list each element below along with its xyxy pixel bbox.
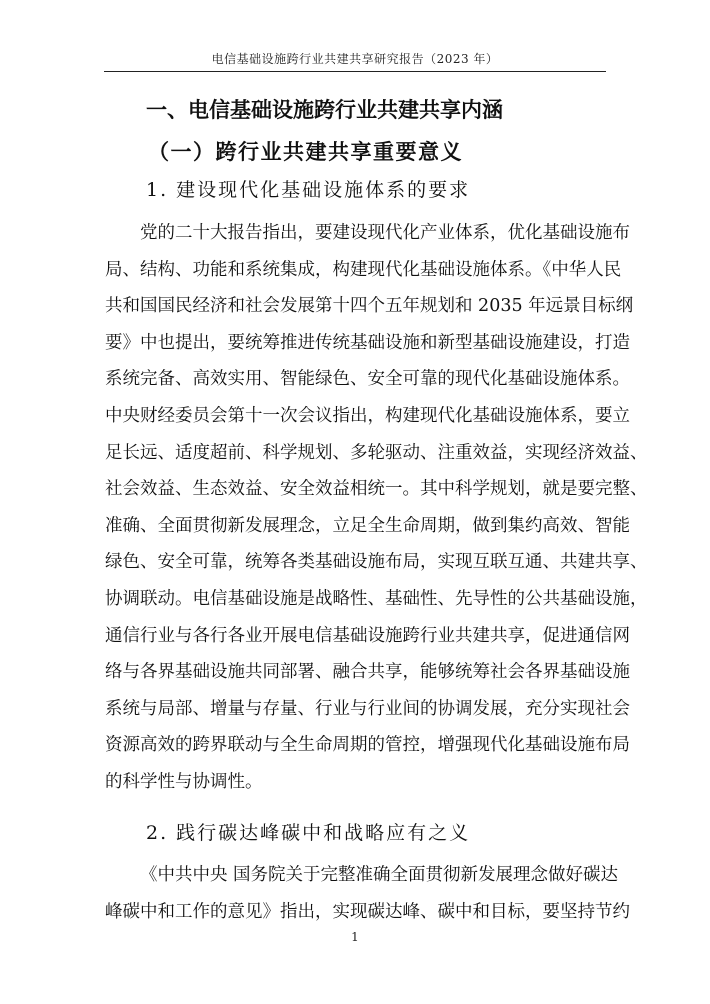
- paragraph-1: [105, 215, 648, 801]
- paragraph-line: 社会效益、生态效益、安全效益相统一。其中科学规划，就是要完整、: [105, 479, 648, 500]
- paragraph-line: 足长远、适度超前、科学规划、多轮驱动、注重效益，实现经济效益、: [105, 442, 648, 463]
- item-heading-2: 2. 践行碳达峰碳中和战略应有之义: [146, 822, 471, 844]
- item-heading-1: 1. 建设现代化基础设施体系的要求: [146, 179, 471, 201]
- paragraph-line: 《中共中央 国务院关于完整准确全面贯彻新发展理念做好碳达: [140, 865, 619, 885]
- paragraph-line: 准确、全面贯彻新发展理念，立足全生命周期，做到集约高效、智能: [105, 515, 630, 536]
- paragraph-line: 系统与局部、增量与存量、行业与行业间的协调发展，充分实现社会: [105, 698, 630, 719]
- running-header: 电信基础设施跨行业共建共享研究报告（2023 年）: [211, 52, 499, 66]
- section-heading: 一、电信基础设施跨行业共建共享内涵: [146, 98, 503, 122]
- page-number: 1: [351, 930, 359, 944]
- paragraph-line: 共和国国民经济和社会发展第十四个五年规划和 2035 年远景目标纲: [105, 296, 634, 317]
- paragraph-2: [105, 857, 630, 930]
- paragraph-line: 绿色、安全可靠，统筹各类基础设施布局，实现互联互通、共建共享、: [105, 552, 648, 573]
- paragraph-line: 党的二十大报告指出，要建设现代化产业体系，优化基础设施布: [140, 223, 630, 243]
- paragraph-line: 通信行业与各行各业开展电信基础设施跨行业共建共享，促进通信网: [105, 625, 630, 646]
- paragraph-line: 络与各界基础设施共同部署、融合共享，能够统筹社会各界基础设施: [105, 662, 630, 683]
- paragraph-line: 资源高效的跨界联动与全生命周期的管控，增强现代化基础设施布局: [105, 735, 630, 756]
- paragraph-line: 局、结构、功能和系统集成，构建现代化基础设施体系。《中华人民: [105, 259, 622, 280]
- header-rule: [104, 71, 606, 72]
- paragraph-line: 中央财经委员会第十一次会议指出，构建现代化基础设施体系，要立: [105, 405, 630, 426]
- paragraph-line: 要》中也提出，要统筹推进传统基础设施和新型基础设施建设，打造: [105, 332, 630, 353]
- paragraph-line: 的科学性与协调性。: [105, 771, 263, 792]
- paragraph-line: 峰碳中和工作的意见》指出，实现碳达峰、碳中和目标，要坚持节约: [105, 901, 630, 922]
- paragraph-line: 系统完备、高效实用、智能绿色、安全可靠的现代化基础设施体系。: [105, 369, 630, 390]
- subsection-heading: （一）跨行业共建共享重要意义: [148, 140, 463, 164]
- paragraph-line: 协调联动。电信基础设施是战略性、基础性、先导性的公共基础设施，: [105, 588, 648, 609]
